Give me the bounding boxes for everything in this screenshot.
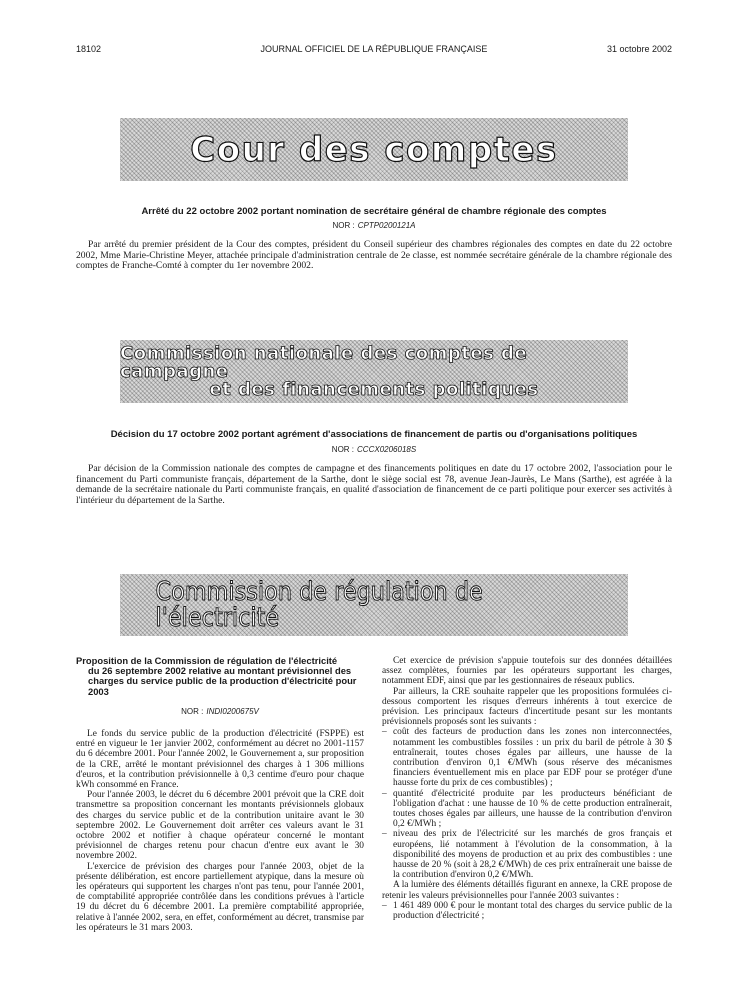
uncertainty-factors-list — [382, 727, 672, 880]
page-number: 18102 — [76, 44, 102, 54]
list-item: – coût des facteurs de production dans les zones non interconnectées, notamment les combustibles fossiles : un prix du baril de pétrole à 30 $ entraînerait, toutes choses égales par ailleurs, une hausse de la contribution d'environ 0,1 €/MWh (sous réserve des mécanismes financiers éventuellement mis en place par EDF pour se protéger d'une hausse forte du prix de ces combustibles) ; — [382, 727, 672, 788]
left-column — [76, 656, 364, 933]
right-column — [382, 656, 672, 921]
body-paragraph: Par arrêté du premier président de la Cour des comptes, président du Conseil supérieur des chambres régionales des comptes en date du 22 octobre 2002, Mme Marie-Christine Meyer, attachée principale d'administration centrale de 2e classe, est nommée secrétaire générale de la chambre régionale des comptes de Franche-Comté à compter du 1er novembre 2002. — [76, 239, 672, 272]
body-paragraph: Le fonds du service public de la production d'électricité (FSPPE) est entré en vigueur le 1er janvier 2002, conformément au décret no 2001-1157 du 6 décembre 2001. Pour l'année 2002, le Gouvernement a, sur proposition de la CRE, arrêté le montant prévisionnel des charges à 1 306 millions d'euros, et la contribution prévisionnelle à 0,3 centime d'euro pour chaque kWh consommé en France. — [76, 729, 364, 791]
list-item: – niveau des prix de l'électricité sur les marchés de gros français et européens, lié notamment à l'évolution de la consommation, à la disponibilité des moyens de production et au prix des combustibles : une hausse de 20 % (soit à 28,2 €/MWh) de ces prix entraînerait une baisse de la contribution d'environ 0,2 €/MWh. — [382, 829, 672, 880]
body-paragraph: A la lumière des éléments détaillés figurant en annexe, la CRE propose de retenir les valeurs prévisionnelles pour l'année 2003 suivantes : — [382, 880, 672, 901]
journal-title: JOURNAL OFFICIEL DE LA RÉPUBLIQUE FRANÇAISE — [260, 44, 488, 54]
banner-text: Commission de régulation de l'électricité — [155, 577, 483, 633]
issue-date: 31 octobre 2002 — [606, 44, 672, 54]
running-header — [76, 44, 672, 56]
section-banner-cre — [120, 574, 628, 636]
nor-label: NOR : — [332, 221, 355, 230]
body-paragraph: Cet exercice de prévision s'appuie toutefois sur des données détaillées assez complètes, fournies par les opérateurs supportant les charges, notamment EDF, ainsi que par les gestionnaires de réseaux publics. — [382, 656, 672, 687]
body-paragraph: Par décision de la Commission nationale des comptes de campagne et des financements politiques en date du 17 octobre 2002, l'association pour le financement du Parti communiste français, département de la Sarthe, dont le siège social est 78, avenue Jean-Jaurès, Le Mans (Sarthe), est agréée à la demande de la secrétaire nationale du Parti communiste français, en qualité d'association de financement de ce parti politique pour exercer ses activités à l'intérieur du département de la Sarthe. — [76, 463, 672, 506]
section-title: Arrêté du 22 octobre 2002 portant nomination de secrétaire général de chambre régionale des comptes — [141, 206, 607, 217]
proposal-title-line-2: du 26 septembre 2002 relative au montant prévisionnel des charges du service public de la production d'électricité pour 2003 — [88, 665, 357, 697]
proposed-values-list — [382, 901, 672, 921]
nor-value: CPTP0200121A — [357, 221, 416, 230]
section-banner-cnccfp — [120, 340, 628, 403]
nor-reference — [76, 445, 672, 454]
nor-label: NOR : — [331, 445, 355, 454]
body-paragraph: L'exercice de prévision des charges pour l'année 2003, objet de la présente délibération, est encore partiellement atypique, dans la mesure où les opérateurs qui supportent les charges n'ont pas tenu, pour l'année 2001, de comptabilité appropriée contrôlée dans les conditions prévues à l'article 19 du décret du 6 décembre 2001. La première comptabilité appropriée, relative à l'année 2002, sera, en effet, conformément au décret, transmise par les opérateurs le 31 mars 2003. — [76, 861, 364, 933]
body-paragraph: Pour l'année 2003, le décret du 6 décembre 2001 prévoit que la CRE doit transmettre sa proposition concernant les montants prévisionnels globaux des charges du service public et de la contribution unitaire avant le 30 septembre 2002. Le Gouvernement doit arrêter ces valeurs avant le 31 octobre 2002 et notifier à chaque opérateur concerné le montant prévisionnel de charges retenu pour chacun d'entre eux avant le 30 novembre 2002. — [76, 790, 364, 862]
banner-text: Cour des comptes — [190, 129, 558, 170]
section-title: Décision du 17 octobre 2002 portant agrément d'associations de financement de partis ou d'organisations politiques — [110, 429, 638, 440]
banner-line-1: Commission nationale des comptes de campagne — [120, 342, 528, 382]
section-banner-cour-des-comptes — [120, 118, 628, 181]
nor-label: NOR : — [181, 706, 204, 716]
proposal-title-line-1: Proposition de la Commission de régulation de l'électricité — [76, 655, 338, 666]
nor-reference — [76, 221, 672, 230]
nor-reference — [76, 707, 364, 717]
list-item: – quantité d'électricité produite par les producteurs bénéficiant de l'obligation d'achat : une hausse de 10 % de cette production entraînerait, toutes choses égales par ailleurs, une hausse de la contribution d'environ 0,2 €/MWh ; — [382, 789, 672, 830]
body-paragraph: Par ailleurs, la CRE souhaite rappeler que les propositions formulées ci-dessous comportent les risques d'erreurs inhérents à tout exercice de prévision. Les principaux facteurs d'incertitude pesant sur les montants prévisionnels proposés sont les suivants : — [382, 686, 672, 728]
nor-value: INDI0200675V — [206, 706, 259, 716]
banner-line-2: et des financements politiques — [209, 378, 539, 400]
nor-value: CCCX0206018S — [357, 445, 417, 454]
proposal-title — [76, 656, 364, 697]
list-item: – 1 461 489 000 € pour le montant total des charges du service public de la production d'électricité ; — [382, 901, 672, 921]
